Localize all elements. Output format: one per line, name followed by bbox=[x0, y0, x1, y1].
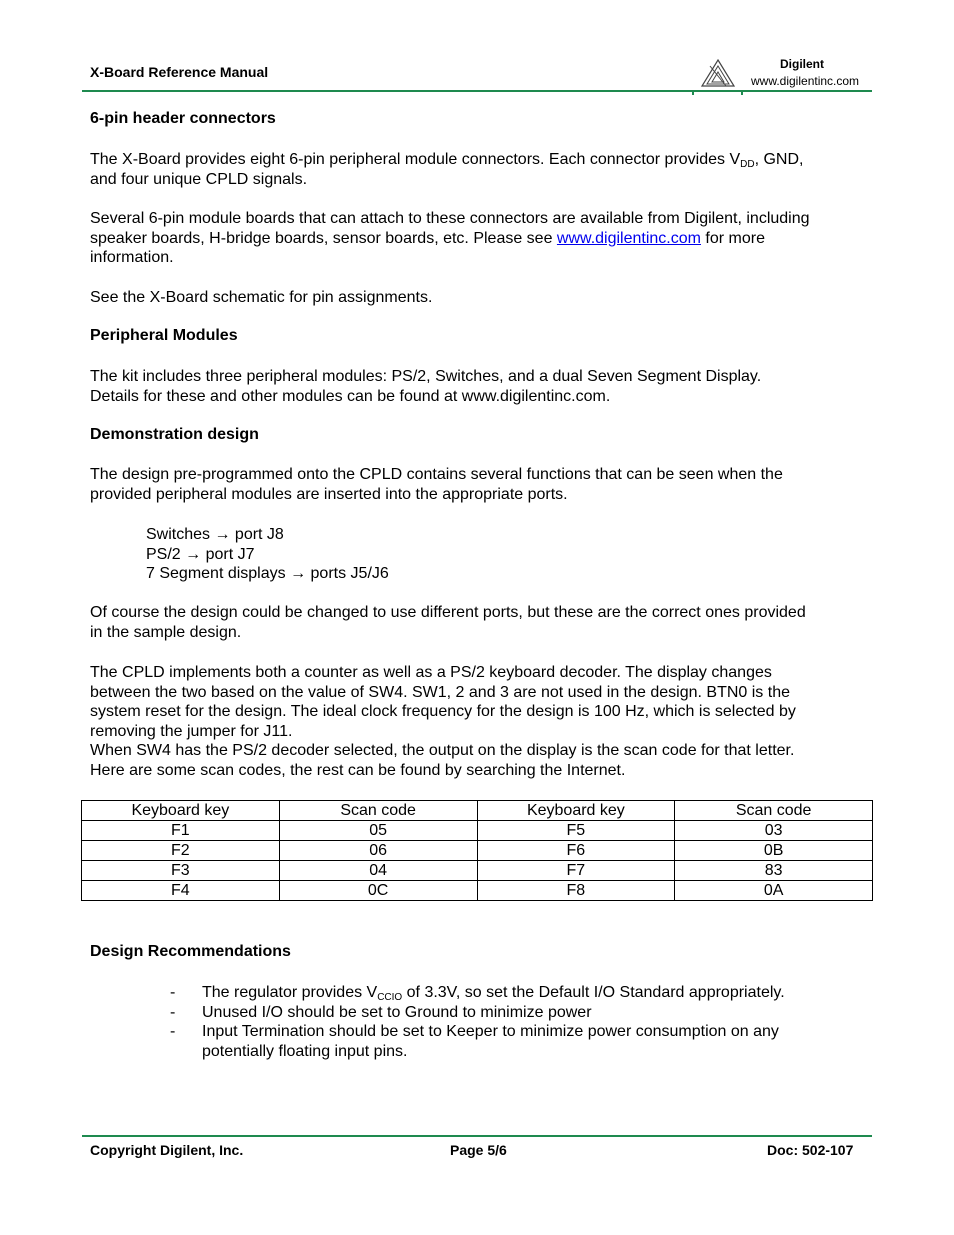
table-row bbox=[82, 881, 873, 901]
table-cell: 03 bbox=[675, 821, 873, 841]
header-separator bbox=[692, 90, 694, 95]
footer-page-number: Page 5/6 bbox=[450, 1142, 507, 1158]
footer-doc-number: Doc: 502-107 bbox=[767, 1142, 854, 1158]
bullet-dash: - bbox=[170, 984, 176, 1001]
column-header: Scan code bbox=[675, 801, 873, 821]
bullet-dash: - bbox=[170, 1003, 176, 1021]
paragraph: The X-Board provides eight 6-pin peripheral module connectors. Each connector provides $V_{DD}$, GND, and four unique CPLD signals. bbox=[90, 151, 804, 188]
table-row bbox=[82, 841, 873, 861]
digilent-link[interactable]: www.digilentinc.com bbox=[556, 229, 701, 247]
company-url: www.digilentinc.com bbox=[751, 74, 860, 88]
list-item: 7 Segment displays → ports J5/J6 bbox=[146, 565, 389, 583]
list-item: Switches → port J8 bbox=[146, 526, 284, 543]
port-list bbox=[146, 525, 389, 584]
column-header: Keyboard key bbox=[477, 801, 675, 821]
section-heading: Demonstration design bbox=[90, 426, 259, 443]
header-rule bbox=[82, 90, 872, 92]
table-cell: F4 bbox=[82, 881, 280, 901]
list-item: PS/2 → port J7 bbox=[146, 545, 255, 563]
table-cell: F2 bbox=[82, 841, 280, 861]
table-cell: 0A bbox=[675, 881, 873, 901]
table-cell: F5 bbox=[477, 821, 675, 841]
table-cell: F7 bbox=[477, 861, 675, 881]
recommendation-list bbox=[170, 983, 842, 1061]
bullet-dash: - bbox=[170, 1023, 176, 1041]
table-cell: F1 bbox=[82, 821, 280, 841]
scan-code-table bbox=[81, 800, 873, 901]
table-row bbox=[82, 861, 873, 881]
company-name: Digilent bbox=[780, 57, 824, 71]
column-header: Scan code bbox=[279, 801, 477, 821]
header-separator bbox=[741, 90, 743, 95]
paragraph: The design pre-programmed onto the CPLD contains several functions that can be seen when the provided peripheral modules are inserted into the appropriate ports. bbox=[90, 466, 783, 503]
section-heading: 6-pin header connectors bbox=[90, 110, 276, 127]
section-heading: Peripheral Modules bbox=[90, 327, 238, 344]
table-cell: 0B bbox=[675, 841, 873, 861]
table-header-row bbox=[82, 801, 873, 821]
table-row bbox=[82, 821, 873, 841]
table-cell: 83 bbox=[675, 861, 873, 881]
table-cell: 06 bbox=[279, 841, 477, 861]
paragraph: Several 6-pin module boards that can attach to these connectors are available from Digilent, including speaker boards, H-bridge boards, sensor boards, etc. Please see www.digilentinc.com for more information. bbox=[90, 210, 810, 267]
list-item: - Unused I/O should be set to Ground to minimize power bbox=[170, 1003, 592, 1021]
paragraph: Of course the design could be changed to use different ports, but these are the correct ones provided in the sample design. bbox=[90, 604, 806, 641]
section-heading: Design Recommendations bbox=[90, 943, 291, 960]
table-cell: F6 bbox=[477, 841, 675, 861]
table-cell: F3 bbox=[82, 861, 280, 881]
digilent-logo-icon bbox=[700, 58, 736, 88]
footer-copyright: Copyright Digilent, Inc. bbox=[90, 1142, 244, 1158]
list-item: - The regulator provides $V_{CCIO}$ of 3.3V, so set the Default I/O Standard appropriately. bbox=[170, 984, 785, 1003]
paragraph: See the X-Board schematic for pin assignments. bbox=[90, 289, 433, 306]
table-cell: 0C bbox=[279, 881, 477, 901]
footer-rule bbox=[82, 1135, 872, 1137]
table-cell: 05 bbox=[279, 821, 477, 841]
paragraph: The CPLD implements both a counter as well as a PS/2 keyboard decoder. The display changes between the two based on the value of SW4. SW1, 2 and 3 are not used in the design. BTN0 is the system reset for the design. The ideal clock frequency for the design is 100 Hz, which is selected by removing the jumper for J11. When SW4 has the PS/2 decoder selected, the output on the display is the scan code for that letter. Here are some scan codes, the rest can be found by searching the Internet. bbox=[90, 664, 796, 779]
list-item: - Input Termination should be set to Keeper to minimize power consumption on any potentially floating input pins. bbox=[170, 1023, 779, 1060]
document-title: X-Board Reference Manual bbox=[90, 64, 269, 80]
paragraph: The kit includes three peripheral modules: PS/2, Switches, and a dual Seven Segment Display. Details for these and other modules can be found at www.digilentinc.com. bbox=[90, 368, 762, 405]
table-cell: F8 bbox=[477, 881, 675, 901]
column-header: Keyboard key bbox=[82, 801, 280, 821]
table-cell: 04 bbox=[279, 861, 477, 881]
